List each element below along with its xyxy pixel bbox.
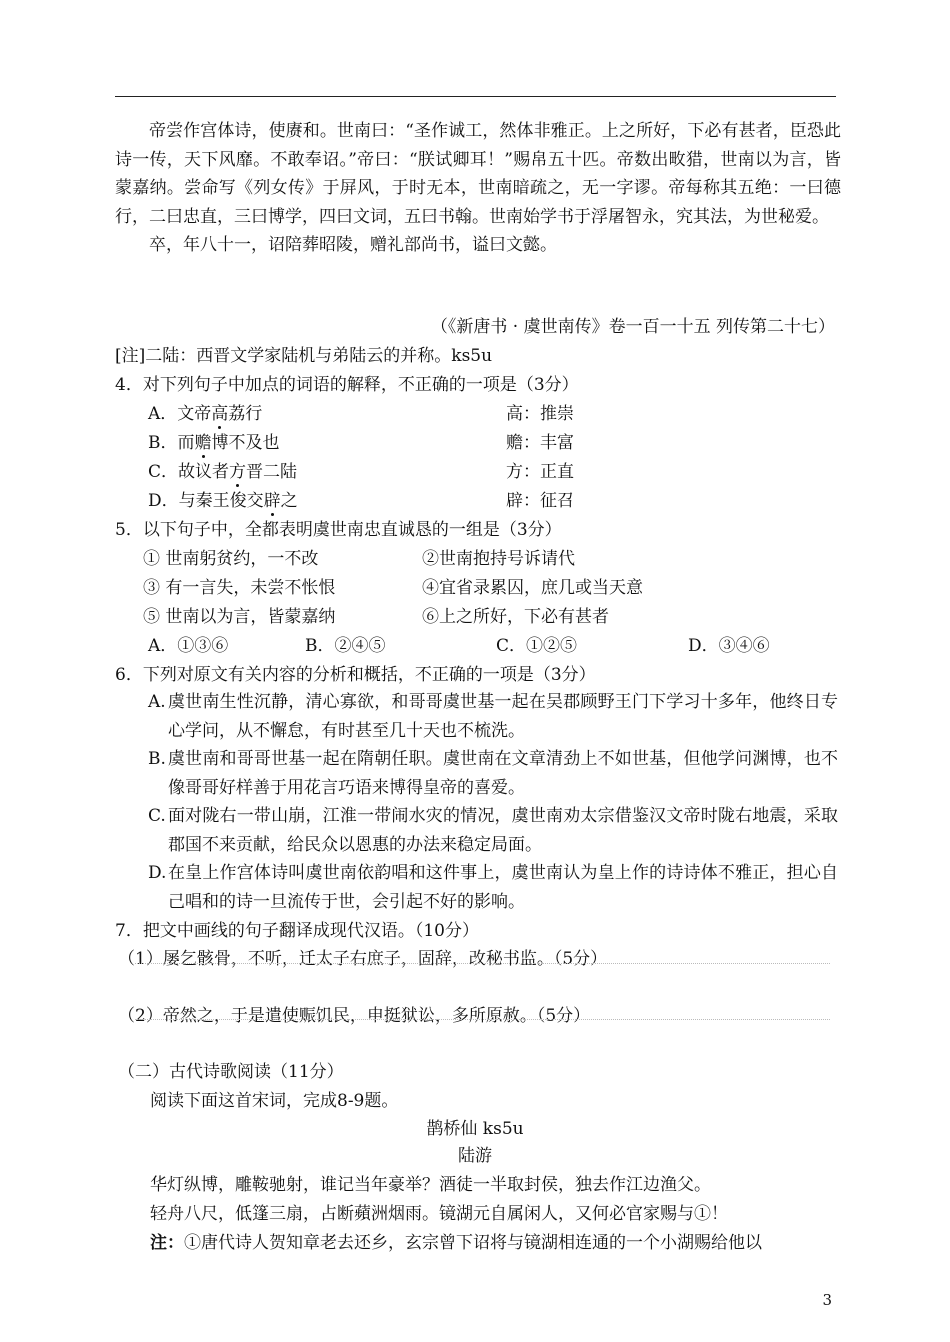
q4-gloss-c: 方：正直 (506, 462, 574, 482)
poem-note (150, 1232, 762, 1254)
q4-gloss-b: 赡：丰富 (506, 433, 574, 453)
q5-item-3: ③ 有一言失，未尝不怅恨 (143, 578, 336, 598)
poetry-section-title: （二）古代诗歌阅读（11分） (118, 1062, 344, 1082)
q4-option-b: B．而赡博不及也 (148, 433, 280, 453)
q5-choice-c: C．①②⑤ (496, 636, 578, 656)
q4-option-a: A．文帝高荔行 (148, 404, 263, 424)
q4-dotted-word: 辟 (263, 491, 281, 511)
q5-choice-b: B．②④⑤ (305, 636, 386, 656)
q5-choice-d: D．③④⑥ (688, 636, 770, 656)
poem-title: 鹊桥仙 ks5u (426, 1119, 524, 1139)
q4-option-c: C．故议者方晋二陆 (148, 462, 298, 482)
poem-line-1: 华灯纵博，雕鞍驰射，谁记当年豪举？酒徒一半取封侯，独去作江边渔父。 (150, 1175, 711, 1195)
q6-option-d: D. 在皇上作宫体诗叫虞世南依韵唱和这件事上，虞世南认为皇上作的诗诗体不雅正，担心自己唱和的诗一旦流传于世，会引起不好的影响。 (148, 863, 838, 912)
q4-option-d: D．与秦王俊交辟之 (148, 491, 298, 511)
q5-item-4: ④宜省录累囚，庶几或当天意 (422, 578, 643, 598)
q7-stem: 7．把文中画线的句子翻译成现代汉语。（10分） (115, 921, 479, 941)
answer-line-2[interactable] (135, 1019, 830, 1020)
passage-paragraph-2: 卒，年八十一，诏陪葬昭陵，赠礼部尚书，谥曰文懿。 (149, 235, 557, 256)
passage-note: [注]二陆：西晋文学家陆机与弟陆云的并称。ks5u (115, 346, 493, 366)
q6-stem: 6．下列对原文有关内容的分析和概括，不正确的一项是（3分） (115, 665, 596, 685)
q6-option-a: A. 虞世南生性沉静，清心寡欲，和哥哥虞世基一起在吴郡顾野王门下学习十多年，他终日专心学问，从不懈怠，有时甚至几十天也不梳洗。 (148, 692, 838, 741)
q7-sentence-2: （2）帝然之，于是遣使赈饥民，申挺狱讼，多所原赦。（5分） (118, 1006, 591, 1026)
passage-body (115, 117, 841, 260)
poem-author: 陆游 (458, 1146, 492, 1166)
q4-gloss-d: 辟：征召 (506, 491, 574, 511)
q5-item-6: ⑥上之所好，下必有甚者 (422, 607, 609, 627)
q5-choice-a: A．①③⑥ (148, 636, 229, 656)
q7-sentence-1: （1）屡乞骸骨，不听，迁太子右庶子，固辞，改秘书监。（5分） (118, 949, 608, 969)
q5-item-1: ① 世南躬贫约，一不改 (143, 549, 319, 569)
poem-line-2: 轻舟八尺，低篷三扇，占断蘋洲烟雨。镜湖元自属闲人，又何必官家赐与①！ (150, 1204, 728, 1224)
page-number: 3 (822, 1291, 832, 1309)
poetry-instruction: 阅读下面这首宋词，完成8-9题。 (150, 1091, 399, 1111)
q4-dotted-word: 方 (229, 462, 247, 482)
q4-gloss-a: 高：推崇 (506, 404, 574, 424)
q4-dotted-word: 高 (211, 404, 229, 424)
passage-paragraph-1: 帝尝作宫体诗，使赓和。世南曰：“圣作诚工，然体非雅正。上之所好，下必有甚者，臣恐此诗一传，天下风靡。不敢奉诏。”帝曰：“朕试卿耳！”赐帛五十匹。帝数出畋猎，世南以为言，皆蒙嘉纳。尝命写《列女传》于屏风，于时无本，世南暗疏之，无一字谬。帝每称其五绝：一曰德行，二曰忠直，三曰博学，四曰文词，五曰书翰。世南始学书于浮屠智永，究其法，为世秘爱。 (115, 121, 841, 227)
q4-stem: 4．对下列句子中加点的词语的解释，不正确的一项是（3分） (115, 375, 579, 395)
q5-stem: 5．以下句子中，全都表明虞世南忠直诚恳的一组是（3分） (115, 520, 562, 540)
q6-option-b: B. 虞世南和哥哥世基一起在隋朝任职。虞世南在文章清劲上不如世基，但他学问渊博，也不像哥哥好样善于用花言巧语来博得皇帝的喜爱。 (148, 749, 838, 798)
header-rule (115, 96, 836, 97)
poem-note-label: 注： (150, 1233, 184, 1253)
q5-item-2: ②世南抱持号诉请代 (422, 549, 575, 569)
passage-citation: （《新唐书 · 虞世南传》卷一百一十五 列传第二十七） (430, 317, 835, 337)
q5-item-5: ⑤ 世南以为言，皆蒙嘉纳 (143, 607, 336, 627)
q6-option-c: C. 面对陇右一带山崩，江淮一带闹水灾的情况，虞世南劝太宗借鉴汉文帝时陇右地震，采取郡国不来贡献，给民众以恩惠的办法来稳定局面。 (148, 806, 838, 855)
q4-dotted-word: 赡 (194, 433, 212, 453)
poem-note-text: ①唐代诗人贺知章老去还乡，玄宗曾下诏将与镜湖相连通的一个小湖赐给他以 (184, 1233, 762, 1253)
answer-line-1[interactable] (135, 963, 830, 964)
